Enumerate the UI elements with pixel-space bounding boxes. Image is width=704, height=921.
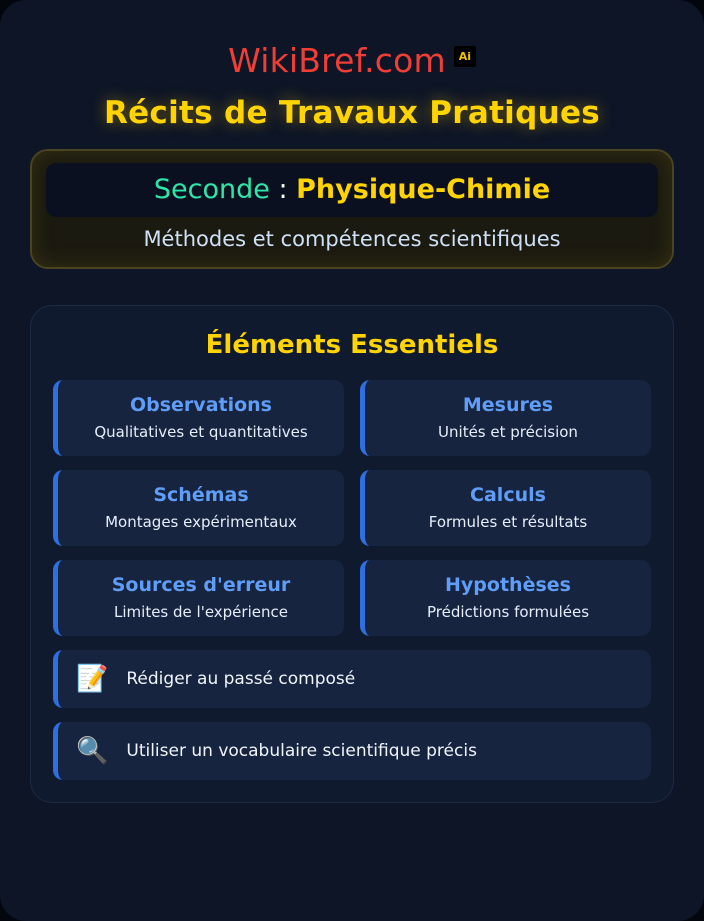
essential-item: [53, 560, 344, 636]
essential-item-desc: Limites de l'expérience: [114, 603, 288, 622]
essential-item-desc: Prédictions formulées: [426, 603, 590, 622]
subject-banner-inner: [46, 163, 658, 217]
level-label: Seconde: [153, 174, 270, 205]
essential-item-title: Mesures: [462, 394, 554, 417]
essential-item-desc: Unités et précision: [438, 423, 578, 442]
tip-item: [53, 722, 651, 780]
essential-item: [360, 470, 651, 546]
essential-item: [360, 380, 651, 456]
magnifier-icon: 🔍: [76, 736, 109, 767]
essential-item: [53, 380, 344, 456]
essential-item-title: Calculs: [470, 484, 546, 507]
essential-item-title: Sources d'erreur: [111, 574, 291, 597]
essential-item-desc: Montages expérimentaux: [105, 513, 297, 532]
ai-badge: Ai: [454, 46, 476, 67]
tip-item: [53, 650, 651, 708]
essential-item-title: Schémas: [153, 484, 249, 507]
essential-item: [360, 560, 651, 636]
page-title: Récits de Travaux Pratiques: [103, 95, 601, 131]
brand-header: [22, 0, 682, 80]
tip-text: Rédiger au passé composé: [126, 669, 356, 690]
essential-item-title: Observations: [129, 394, 272, 417]
brand-name: WikiBref.com: [228, 41, 446, 80]
separator-label: :: [278, 174, 288, 205]
essential-item-desc: Formules et résultats: [428, 513, 588, 532]
essentials-grid: [53, 380, 651, 636]
tips-list: [53, 650, 651, 780]
tip-text: Utiliser un vocabulaire scientifique précis: [126, 741, 477, 762]
subject-subtitle: Méthodes et compétences scientifiques: [143, 227, 561, 252]
essentials-card: [30, 305, 674, 803]
subject-line: [56, 174, 648, 205]
memo-icon: 📝: [76, 664, 109, 695]
essential-item-desc: Qualitatives et quantitatives: [94, 423, 308, 442]
essentials-title: Éléments Essentiels: [205, 330, 499, 361]
essential-item-title: Hypothèses: [445, 574, 571, 597]
subject-label: Physique-Chimie: [296, 174, 551, 205]
subject-banner: [30, 149, 674, 269]
essential-item: [53, 470, 344, 546]
